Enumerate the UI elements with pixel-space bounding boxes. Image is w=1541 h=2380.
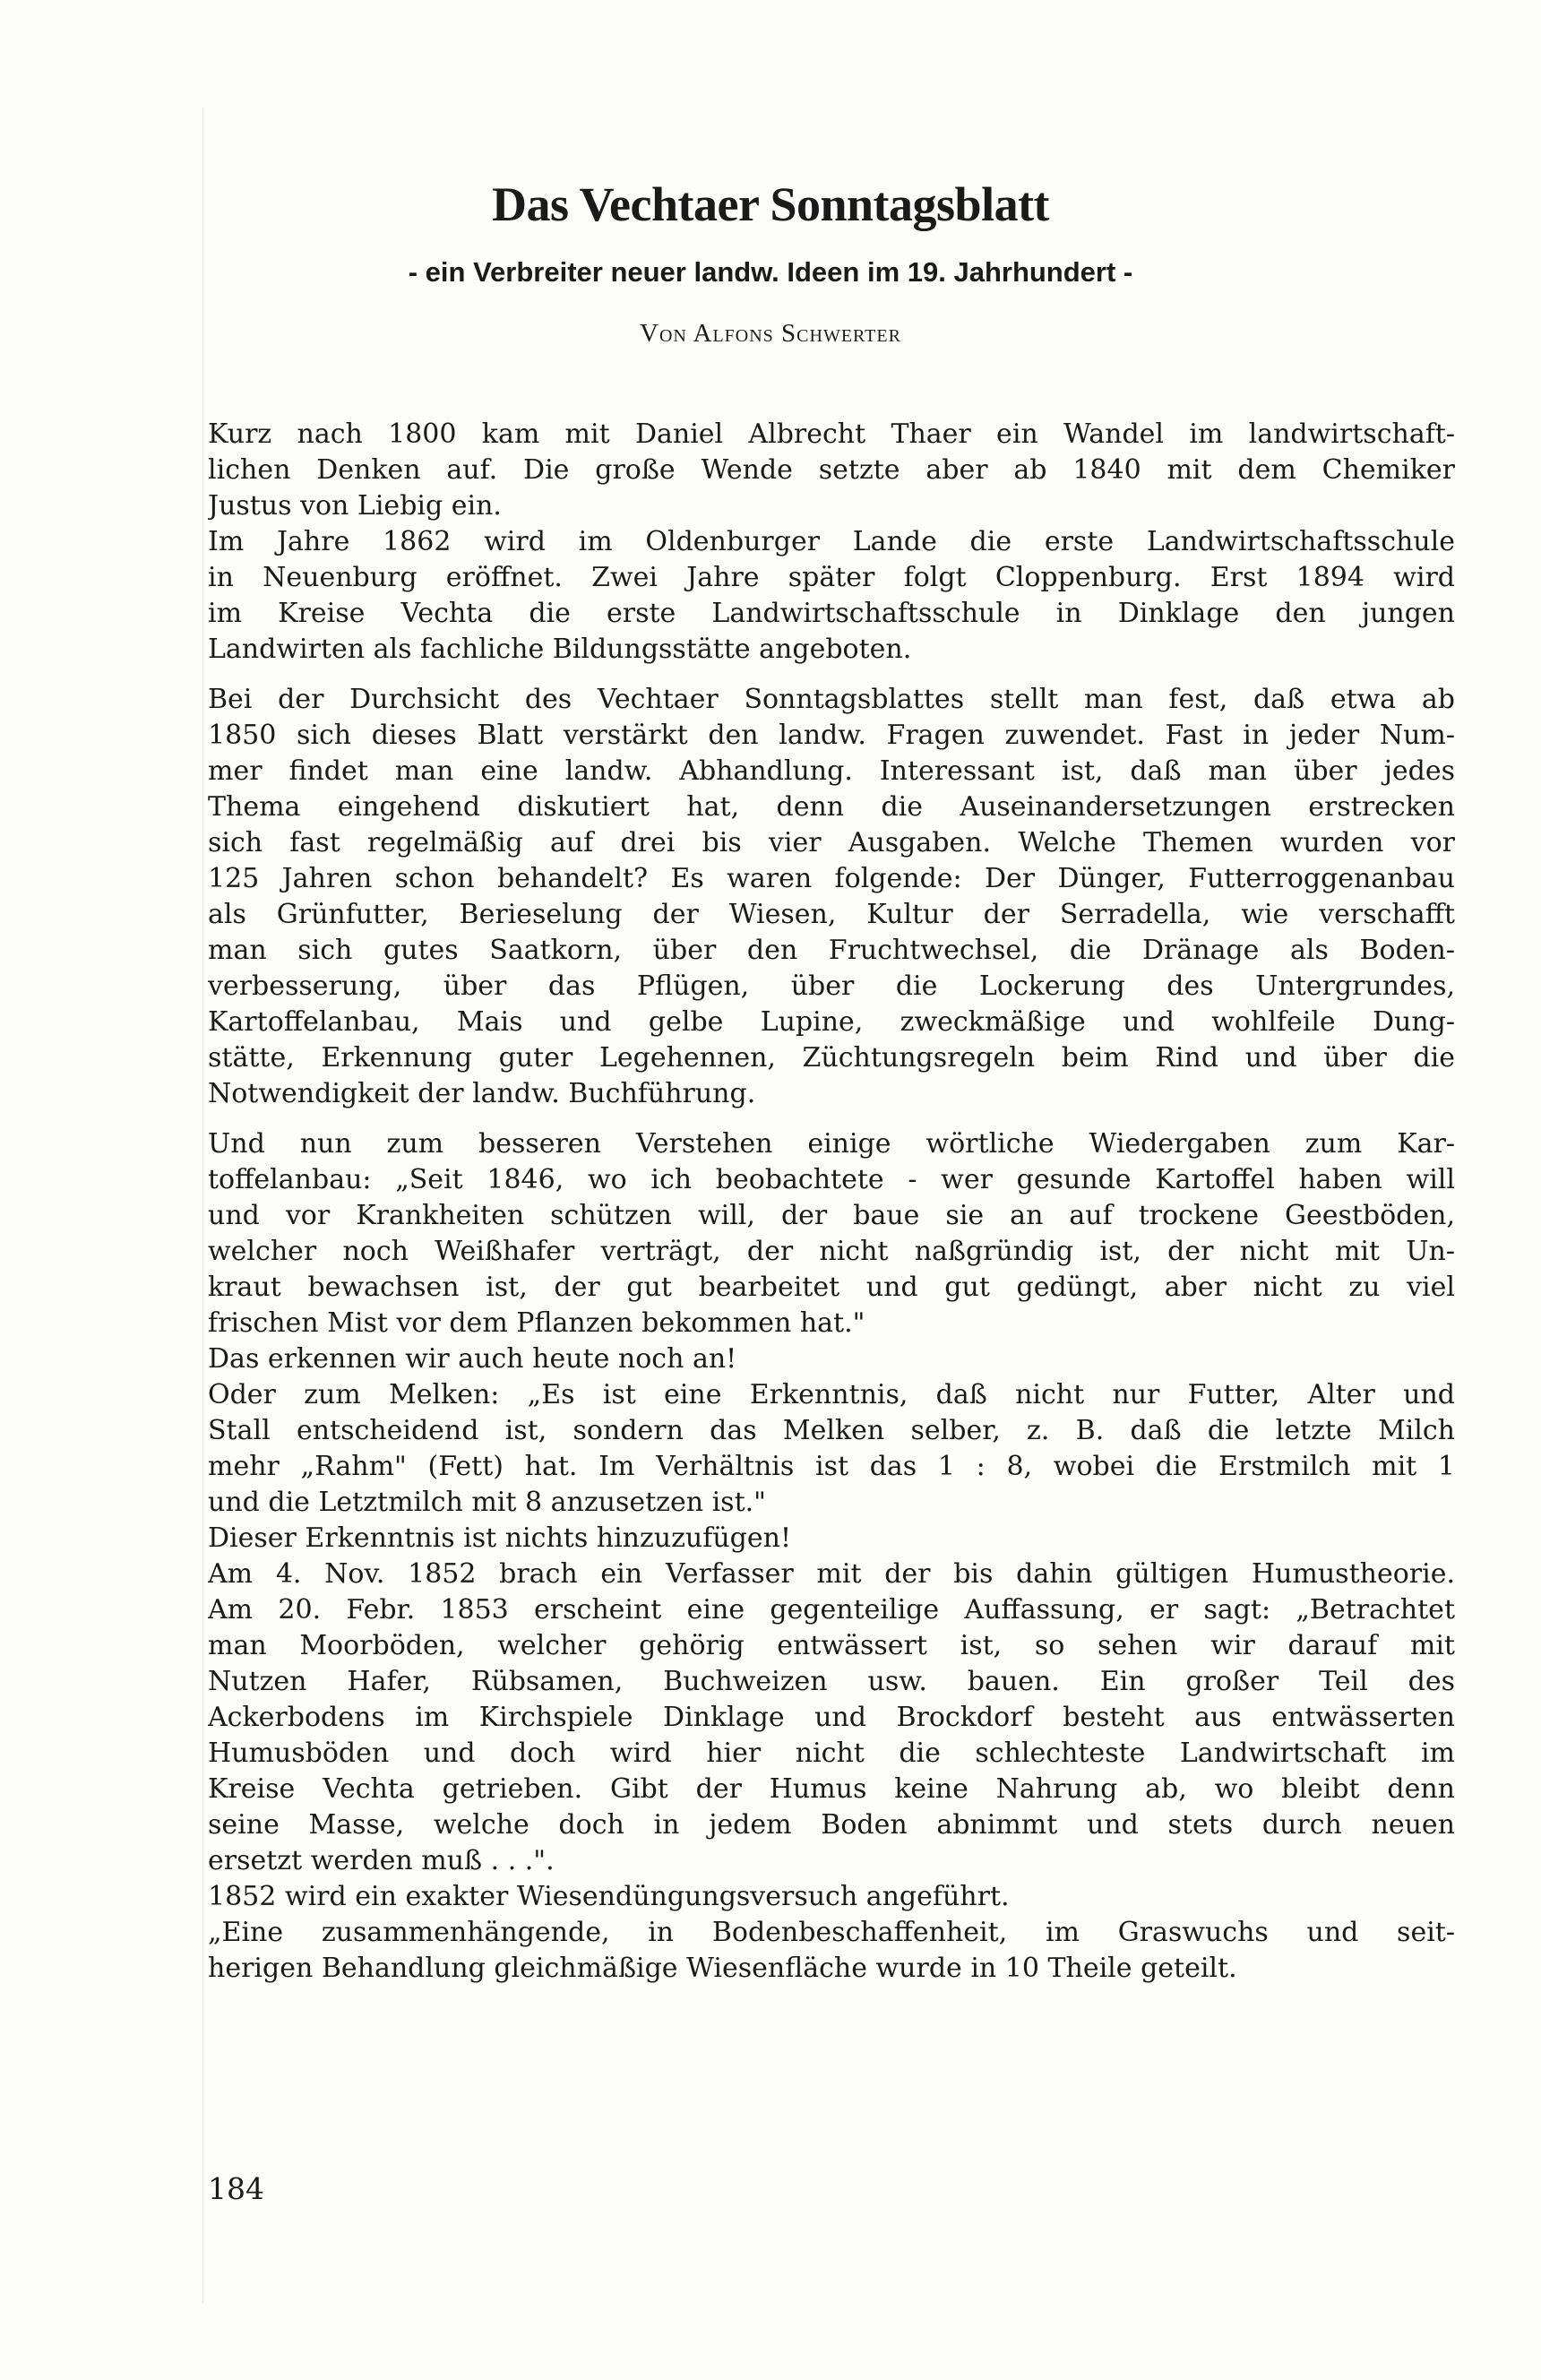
text-line: stätte, Erkennung guter Legehennen, Züchtungsregeln beim Rind und über die: [208, 1042, 1455, 1074]
text-line: frischen Mist vor dem Pflanzen bekommen hat.": [208, 1307, 865, 1339]
paragraph: [208, 1521, 1455, 1556]
text-line: Justus von Liebig ein.: [208, 490, 502, 522]
paragraph: [208, 1879, 1455, 1915]
paragraph: [208, 1341, 1455, 1377]
text-line: Landwirten als fachliche Bildungsstätte angeboten.: [208, 634, 912, 665]
text-line: Am 20. Febr. 1853 erscheint eine gegenteilige Auffassung, er sagt: „Betrachtet: [208, 1594, 1455, 1625]
paragraph: [208, 1126, 1455, 1341]
page-number: 184: [208, 2171, 264, 2206]
text-line: welcher noch Weißhafer verträgt, der nicht naßgründig ist, der nicht mit Un-: [208, 1236, 1455, 1267]
text-line: und die Letztmilch mit 8 anzusetzen ist.": [208, 1487, 766, 1518]
paragraph: [208, 417, 1455, 524]
text-line: als Grünfutter, Berieselung der Wiesen, Kultur der Serradella, wie verschafft: [208, 899, 1455, 930]
paragraph: [208, 1915, 1455, 1987]
text-line: Thema eingehend diskutiert hat, denn die Auseinandersetzungen erstrecken: [208, 791, 1455, 823]
article-subtitle: - ein Verbreiter neuer landw. Ideen im 19. Jahrhundert -: [408, 256, 1133, 288]
text-line: 1850 sich dieses Blatt verstärkt den landw. Fragen zuwendet. Fast in jeder Num-: [208, 720, 1455, 751]
text-line: Humusböden und doch wird hier nicht die schlechteste Landwirtschaft im: [208, 1738, 1455, 1769]
scan-margin-shadow: [202, 108, 203, 2303]
text-line: Nutzen Hafer, Rübsamen, Buchweizen usw. bauen. Ein großer Teil des: [208, 1666, 1455, 1697]
paragraph-gap: [208, 668, 1455, 682]
text-line: Bei der Durchsicht des Vechtaer Sonntagsblattes stellt man fest, daß etwa ab: [208, 684, 1455, 715]
text-line: 1852 wird ein exakter Wiesendüngungsversuch angeführt.: [208, 1881, 1010, 1912]
text-line: man Moorböden, welcher gehörig entwässert ist, so sehen wir darauf mit: [208, 1630, 1455, 1661]
text-line: ersetzt werden muß . . .".: [208, 1845, 555, 1876]
text-line: Notwendigkeit der landw. Buchführung.: [208, 1078, 756, 1109]
article-author: Von Alfons Schwerter: [640, 319, 901, 348]
text-line: kraut bewachsen ist, der gut bearbeitet und gut gedüngt, aber nicht zu viel: [208, 1272, 1455, 1303]
text-line: man sich gutes Saatkorn, über den Fruchtwechsel, die Dränage als Boden-: [208, 935, 1455, 966]
text-line: lichen Denken auf. Die große Wende setzte aber ab 1840 mit dem Chemiker: [208, 454, 1455, 486]
article-title: Das Vechtaer Sonntagsblatt: [491, 177, 1050, 231]
text-line: und vor Krankheiten schützen will, der baue sie an auf trockene Geestböden,: [208, 1200, 1455, 1231]
text-line: Kartoffelanbau, Mais und gelbe Lupine, zweckmäßige und wohlfeile Dung-: [208, 1006, 1455, 1038]
text-line: toffelanbau: „Seit 1846, wo ich beobachtete - wer gesunde Kartoffel haben will: [208, 1164, 1455, 1195]
text-line: mer findet man eine landw. Abhandlung. Interessant ist, daß man über jedes: [208, 755, 1455, 787]
paragraph-gap: [208, 1112, 1455, 1126]
text-line: Am 4. Nov. 1852 brach ein Verfasser mit der bis dahin gültigen Humustheorie.: [208, 1558, 1455, 1590]
text-line: Ackerbodens im Kirchspiele Dinklage und Brockdorf besteht aus entwässerten: [208, 1702, 1455, 1733]
text-line: Und nun zum besseren Verstehen einige wörtliche Wiedergaben zum Kar-: [208, 1128, 1455, 1160]
text-line: Kreise Vechta getrieben. Gibt der Humus keine Nahrung ab, wo bleibt denn: [208, 1773, 1455, 1805]
text-line: sich fast regelmäßig auf drei bis vier Ausgaben. Welche Themen wurden vor: [208, 827, 1455, 858]
text-line: Oder zum Melken: „Es ist eine Erkenntnis, daß nicht nur Futter, Alter und: [208, 1379, 1455, 1410]
text-line: Stall entscheidend ist, sondern das Melken selber, z. B. daß die letzte Milch: [208, 1415, 1455, 1446]
text-line: Das erkennen wir auch heute noch an!: [208, 1343, 737, 1375]
paragraph: [208, 524, 1455, 668]
text-line: 125 Jahren schon behandelt? Es waren folgende: Der Dünger, Futterroggenanbau: [208, 863, 1455, 894]
article-body: [208, 417, 1455, 1987]
text-line: „Eine zusammenhängende, in Bodenbeschaffenheit, im Graswuchs und seit-: [208, 1917, 1455, 1948]
text-line: im Kreise Vechta die erste Landwirtschaftsschule in Dinklage den jungen: [208, 598, 1455, 629]
text-line: Im Jahre 1862 wird im Oldenburger Lande die erste Landwirtschaftsschule: [208, 526, 1455, 557]
paragraph: [208, 1556, 1455, 1879]
text-line: in Neuenburg eröffnet. Zwei Jahre später folgt Cloppenburg. Erst 1894 wird: [208, 562, 1455, 593]
paragraph: [208, 1377, 1455, 1521]
text-line: seine Masse, welche doch in jedem Boden abnimmt und stets durch neuen: [208, 1809, 1455, 1841]
text-line: Dieser Erkenntnis ist nichts hinzuzufügen!: [208, 1522, 792, 1554]
text-line: mehr „Rahm" (Fett) hat. Im Verhältnis ist das 1 : 8, wobei die Erstmilch mit 1: [208, 1451, 1455, 1482]
text-line: herigen Behandlung gleichmäßige Wiesenfläche wurde in 10 Theile geteilt.: [208, 1953, 1237, 1984]
text-line: Kurz nach 1800 kam mit Daniel Albrecht Thaer ein Wandel im landwirtschaft-: [208, 418, 1455, 450]
paragraph: [208, 682, 1455, 1112]
text-line: verbesserung, über das Pflügen, über die Lockerung des Untergrundes,: [208, 970, 1455, 1002]
